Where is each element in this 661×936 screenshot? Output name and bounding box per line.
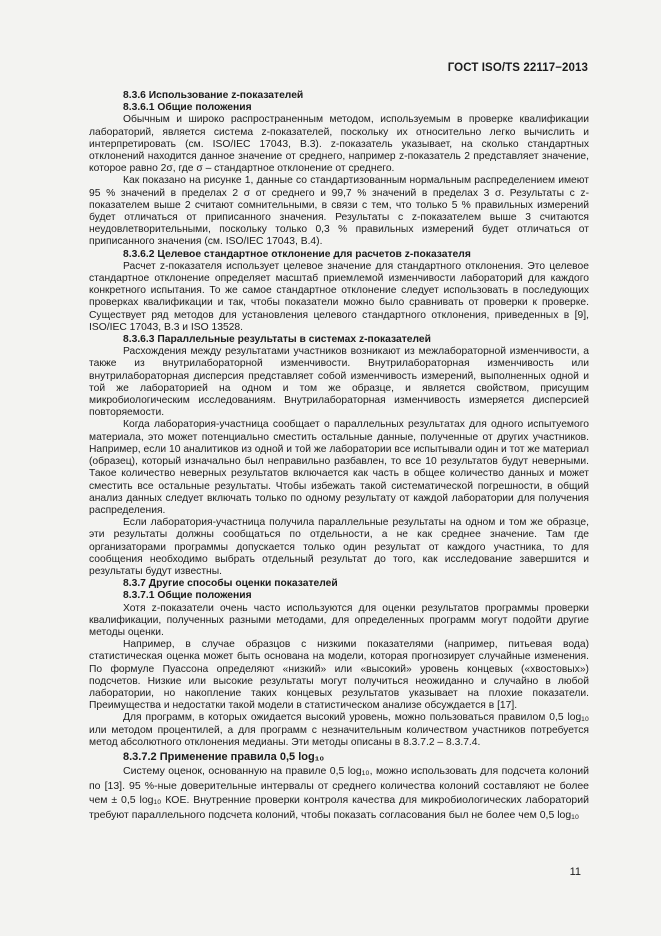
paragraph: Как показано на рисунке 1, данные со стандартизованным нормальным распределением имеют 95 % значений в пределах 2 σ от среднего и 99,7 % значений в пределах 3 σ. Результаты с z-показателем выше 2 считают сомнительными, в связи с тем, что только 5 % правильных измерений будет отличаться от приписанного значения. Результаты с z-показателем выше 3 считаются неудовлетворительными, поскольку только 0,3 % правильных измерений будет отличаться от приписанного значения (см. ISO/IEC 17043, В.4). [89, 175, 589, 248]
paragraph: Если лаборатория-участница получила параллельные результаты на одном и том же образце, эти результаты должны сообщаться по отдельности, а не как среднее значение. Там где организаторами программы допускается только один результат от каждого участника, то для сообщения необходимо выбрать отдельный результат до того, как исследование завершится и результаты будут известны. [89, 517, 589, 577]
subsection-heading: 8.3.6.2 Целевое стандартное отклонение для расчетов z-показателя [123, 248, 471, 260]
subsection-heading: 8.3.6.3 Параллельные результаты в системах z-показателей [123, 334, 431, 346]
paragraph: Хотя z-показатели очень часто используются для оценки результатов программы проверки квалификации, полученных разными методами, для определенных программ могут подойти другие методы оценки. [89, 602, 589, 638]
subsection-heading: 8.3.7.1 Общие положения [123, 590, 252, 602]
section-heading: 8.3.7 Другие способы оценки показателей [123, 578, 338, 590]
paragraph: Например, в случае образцов с низкими показателями (например, питьевая вода) статистическая оценка может быть основана на модели, которая прогнозирует случайные изменения. По формуле Пуассона определяют «низкий» или «высокий» уровень концевых («хвостовых») подсчетов. Низкие или высокие результаты могут получиться неожиданно и случайно в любой лаборатории, но накопление таких концевых результатов указывает на плохие показатели. Преимущества и недостатки такой модели в статистическом анализе обсуждается в [17]. [89, 639, 589, 712]
paragraph: Расхождения между результатами участников возникают из межлабораторной изменчивости, а также из внутрилабораторной изменчивости. Внутрилабораторная изменчивость или внутрилабораторная дисперсия представляет собой изменчивость измерений, выполненных одной и той же лабораторией на одном и том же образце, и является свойством, присущим микробиологическим исследованиям. Внутрилабораторная изменчивость измеряется дисперсией повторяемости. [89, 346, 589, 419]
paragraph: Когда лаборатория-участница сообщает о параллельных результатах для одного испытуемого материала, это может потенциально сместить остальные данные, полученные от других участников. Например, если 10 аналитиков из одной и той же лаборатории все испытывали один и тот же материал (образец), который изначально был неправильно разбавлен, то все 10 результатов будут неверными. Такое количество неверных результатов включается как часть в общее количество данных и может сместить все остальные результаты. Чтобы избежать такой систематической погрешности, в общий анализ данных следует включать только по одному результату от каждой лаборатории для получения распределения. [89, 419, 589, 516]
paragraph: Расчет z-показателя использует целевое значение для стандартного отклонения. Это целевое стандартное отклонение определяет масштаб приемлемой изменчивости лабораторий для каждого конкретного испытания. То же самое стандартное отклонение следует использовать в последующих проверках квалификации и так, чтобы показатели можно было сравнивать от проверки к проверке. Существует ряд методов для установления целевого стандартного отклонения, приведенных в [9], ISO/IEC 17043, В.3 и ISO 13528. [89, 260, 589, 333]
paragraph: Систему оценок, основанную на правиле 0,5 log₁₀, можно использовать для подсчета колоний по [13]. 95 %-ные доверительные интервалы от среднего количества колоний составляют не более чем ± 0,5 log₁₀ КОЕ. Внутренние проверки контроля качества для микробиологических лабораторий требуют параллельного подсчета колоний, чтобы показать согласования был не более чем 0,5 log₁₀ [89, 764, 589, 821]
paragraph: Для программ, в которых ожидается высокий уровень, можно пользоваться правилом 0,5 log₁₀ или методом процентилей, а для программ с незначительным количеством участников потребуется метод абсолютного отклонения медианы. Эти методы описаны в 8.3.7.2 – 8.3.7.4. [89, 712, 589, 748]
standard-header: ГОСТ ISO/TS 22117−2013 [447, 62, 588, 74]
paragraph: Обычным и широко распространенным методом, используемым в проверке квалификации лабораторий, является система z-показателей, поскольку их относительно легко вычислить и интерпретировать (см. ISO/IEC 17043, В.3). z-показатель указывает, на сколько стандартных отклонений находится данное значение от среднего, например z-показатель 2 представляет значение, которое равно 2σ, где σ – стандартное отклонение от среднего. [89, 114, 589, 175]
page-number: 11 [569, 866, 581, 878]
document-body [89, 90, 589, 822]
subsection-heading: 8.3.7.2 Применение правила 0,5 log₁₀ [123, 750, 325, 763]
section-heading: 8.3.6 Использование z-показателей [123, 90, 304, 101]
subsection-heading: 8.3.6.1 Общие положения [123, 102, 252, 114]
